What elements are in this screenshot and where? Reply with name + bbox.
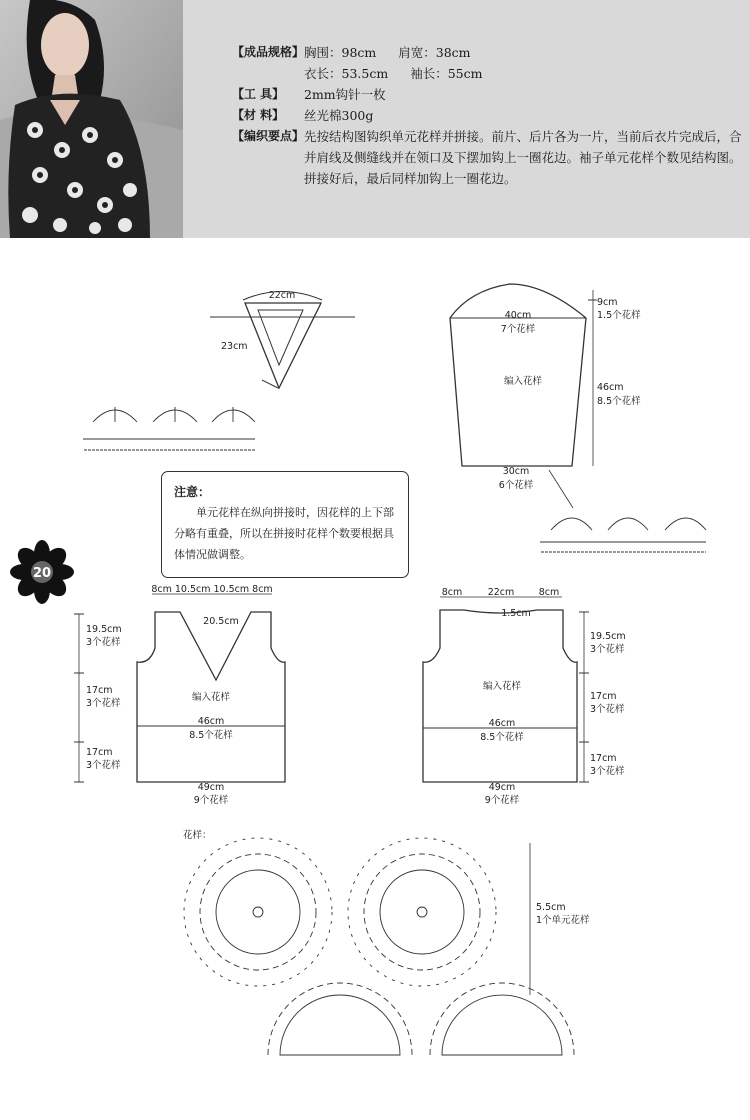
- sleeve-cuff-motifs: 6个花样: [498, 480, 534, 491]
- pattern-diagrams: [0, 238, 750, 1120]
- front-h3-motifs: 3个花样: [86, 760, 121, 771]
- back-h3: 17cm: [590, 753, 617, 764]
- back-h1: 19.5cm: [590, 631, 626, 642]
- collar-depth: 23cm: [221, 341, 248, 352]
- length: 衣长：53.5cm: [304, 66, 389, 81]
- note-box: [161, 471, 409, 578]
- back-h1-motifs: 3个花样: [590, 644, 625, 655]
- front-h2: 17cm: [86, 685, 113, 696]
- sleeve-pattern: 编入花样: [503, 376, 543, 387]
- edging-pattern-1: [83, 407, 256, 450]
- note-body: 单元花样在纵向拼接时，因花样的上下部分略有重叠，所以在拼接时花样个数要根据具体情况做调整。: [174, 506, 394, 561]
- back-h3-motifs: 3个花样: [590, 766, 625, 777]
- material-label: 【材 料】: [232, 108, 285, 122]
- back-right: 8cm: [538, 587, 560, 598]
- front-h2-motifs: 3个花样: [86, 698, 121, 709]
- back-h2-motifs: 3个花样: [590, 704, 625, 715]
- sleeve-top: 40cm: [504, 310, 532, 321]
- motif-size: 5.5cm: [536, 902, 566, 913]
- front-hem-motifs: 9个花样: [193, 795, 229, 806]
- model-photo: [0, 0, 183, 238]
- edging-pattern-2: [540, 518, 706, 552]
- sleeve-length: 46cm: [597, 382, 624, 393]
- back-mid: 22cm: [487, 587, 515, 598]
- front-top-dims: 8cm 10.5cm 10.5cm 8cm: [151, 584, 273, 595]
- back-hem-motifs: 9个花样: [484, 795, 520, 806]
- material: 丝光棉300g: [304, 108, 374, 123]
- sleeve-cap: 9cm: [597, 297, 618, 308]
- shoulder: 肩宽：38cm: [398, 45, 471, 60]
- back-width: 46cm: [488, 718, 516, 729]
- back-pattern: 编入花样: [482, 681, 522, 692]
- front-hem: 49cm: [197, 782, 225, 793]
- tool-label: 【工 具】: [232, 87, 285, 101]
- front-h1-motifs: 3个花样: [86, 637, 121, 648]
- front-h3: 17cm: [86, 747, 113, 758]
- note-title: 注意：: [174, 485, 211, 499]
- sleeve-length-motifs: 8.5个花样: [597, 396, 641, 407]
- bust: 胸围：98cm: [304, 45, 377, 60]
- method-label: 【编织要点】: [232, 129, 305, 143]
- back-width-motifs: 8.5个花样: [480, 732, 524, 743]
- front-width: 46cm: [197, 716, 225, 727]
- sleeve-length: 袖长：55cm: [410, 66, 483, 81]
- tool: 2mm钩针一枚: [304, 87, 386, 102]
- back-neck: 1.5cm: [501, 608, 531, 619]
- front-pattern: 编入花样: [191, 692, 231, 703]
- spec-block: [232, 42, 742, 189]
- back-hem: 49cm: [488, 782, 516, 793]
- front-width-motifs: 8.5个花样: [189, 730, 233, 741]
- front-h1: 19.5cm: [86, 624, 122, 635]
- svg-text:20: 20: [32, 566, 52, 581]
- page-number-badge: [10, 540, 74, 604]
- sleeve-cap-motifs: 1.5个花样: [597, 310, 641, 321]
- collar-width: 22cm: [268, 290, 296, 301]
- method: 先按结构图钩织单元花样并拼接。前片、后片各为一片，当前后衣片完成后，合并肩线及侧缝线并在领口及下摆加钩上一圈花边。袖子单元花样个数见结构图。拼接好后，最后同样加钩上一圈花边。: [304, 129, 742, 186]
- sleeve-cuff: 30cm: [502, 466, 530, 477]
- collar-diagram: [210, 292, 355, 389]
- size-label: 【成品规格】: [232, 45, 305, 59]
- sleeve-top-motifs: 7个花样: [500, 324, 536, 335]
- motif-size-note: 1个单元花样: [536, 915, 590, 926]
- motif-chart: [184, 838, 574, 1055]
- front-neck: 20.5cm: [203, 616, 239, 627]
- back-h2: 17cm: [590, 691, 617, 702]
- header-band: [0, 0, 750, 238]
- back-left: 8cm: [441, 587, 463, 598]
- motif-title: 花样：: [183, 830, 212, 841]
